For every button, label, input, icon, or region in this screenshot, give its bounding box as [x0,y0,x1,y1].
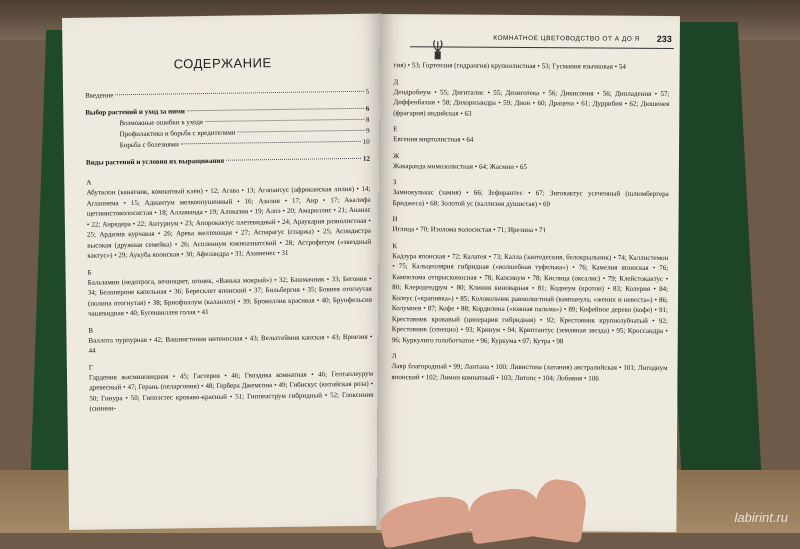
section-letter: В [88,326,94,335]
running-header [410,32,674,49]
section-entries: Лавр благородный • 99; Лантана • 100; Ливистона (латания) австралийская • 101; Лигодиум японский • 102; Лимон комнатный • 103; Литопс • 104; Лобивия • 106 [391,362,668,383]
section-letter: Б [87,268,92,277]
section-letter: Л [391,352,397,361]
right-page [376,14,680,532]
toc-page: 10 [362,137,370,146]
toc-label: Профилактика и борьба с вредителями [119,128,236,139]
section-entries: Жакаранда мимозолистная • 64; Жасмин • 65 [392,161,527,171]
toc-leader [115,91,363,95]
section-letter: Г [88,363,93,372]
section-letter: Е [393,125,398,134]
toc-page: 5 [365,87,370,96]
toc-page: 9 [366,126,370,135]
toc-label: Борьба с болезнями [119,140,179,150]
toc-row [85,87,369,102]
left-sections [86,175,373,414]
section-entries: Бальзамин (недотрога, вечноцвет, огонек, «Ванька мокрый») • 32; Башмачник • 33; Бегония • 34; Белопероне капельная • 36; Бересклет японский • 37; Бильбергия • 35; Бовиея отогнутая (полина отогнутая) • 38; Бриофиллум (каланхоэ) • 39; Бровиллия красивая • 40; Брунфельсия чашевидная • 40; Бугенвиллея голая • 41 [87,274,373,318]
section-entries: Кадзура японская • 72; Калатея • 73; Калла (зантедеския, белокрыльник) • 74; Каллистемон • 75; Кальцеолярия гибридная («волшебная туфелька») • 76; Камелия японская • 76; Кампелома отпрысконосная • 78; Капсикум • 78; Кислица (оксалис) • 79; Клейстокактус • 80; Клеродендрум • 80; Кливия киноварная • 81; Кодиеум (кротон) • 83; Колерия • 84; Колеус («крапивка») • 85; Колокольчик равнолистный (кампанула, «жених и невеста») • 86; Колумнея • 87; Кофе • 88; Кордилина («южная пальма») • 89; Кофейное дерево (кофе) • 91; Крестовник кровавый (цинерария гибридная) • 92; Крестовник крупнозубчатый • 92; Крестовник (сенецио) • 93; Кринум • 94; Криптантус (земляная звезда) • 95; Кроссандра • 96; Куркулиго голоботчатое • 96; Куркума • 97; Кутра • 98 [391,251,669,345]
toc-page: 6 [365,104,370,113]
toc-label: Возможные ошибки в уходе [119,118,204,128]
toc-leader [181,141,361,145]
section-letter: К [392,241,398,250]
section-entries: Валлота пурпурная • 42; Вашингтония нитеносная • 43; Вельтгеймия капская • 43; Вриезия • 44 [88,332,373,355]
section-letter: Д [393,77,399,86]
page-title: СОДЕРЖАНИЕ [173,55,272,72]
toc-label: Введение [85,91,114,100]
right-sections [391,78,669,384]
section-entries: Замиокулькас (замия) • 66; Зефирантес • 67; Зигокактус усеченный (шлюмбергера Бриджеса) • 68; Золотой ус (каллизия душистая) • 69 [392,188,669,208]
section-letter: А [86,178,92,187]
section-letter: З [392,178,397,187]
toc-page: 8 [365,115,370,124]
toc-label: Выбор растений и уход за ними [85,107,185,117]
page-number: 233 [656,33,672,45]
header-title: КОМНАТНОЕ ЦВЕТОВОДСТВО ОТ А ДО Я [493,34,640,43]
section-entries: Иглица • 70; Изолома волосистая • 71; Ирезина • 71 [392,225,547,235]
section-entries: Гардения жасминовидная • 45; Гастерия • 46; Гвоздика комнатная • 46; Гептаплеурум древесный • 47; Герань (пеларгония) • 48; Гербера Джемсона • 49; Гибискус (китайская роза) • 50; Гинура • 50; Гипоэстес кроваво-красный • 51; Гиппеаструм гибридный • 52; Глоксиния (синнин- [88,369,374,413]
toc-leader [238,130,365,133]
left-page [62,14,389,530]
toc-leader [226,158,361,161]
intro-entry: гия) • 53; Гортензия (гидрангия) крупнолистная • 53; Гусмания язычковая • 54 [393,61,626,71]
section-entries: Евгения миртолистная • 64 [393,135,474,144]
plant-icon [432,38,444,60]
toc-row [86,154,370,169]
section-letter: Ж [392,151,400,160]
section-letter: И [392,215,398,224]
watermark: labirint.ru [734,510,788,525]
toc-leader [205,119,364,122]
section-entries: Абутилон (канатник, комнатный клен) • 12; Агава • 13; Агапантус (африканская лилия) • 14; Аглаонема • 15; Адиантум мелкоопушенный • 16; Азалия • 17; Аир • 17; Акалифа щетинистоволосистая • 18; Алламанда • 19; Алоказия • 19; Алоэ • 20; Амариллис • 21; Ананас • 22; Анредера • 22; Антуриум • 23; Апорокактус плетевидный • 24; Араукария разнолистная • 25; Ардизия курчавая • 26; Арека желтеющая • 27; Аспарагус (спаржа) • 25; Аспидистра высокая (дружная семейка) • 26; Аспленнум южноазиатский • 28; Астрофитум («звездный кактус») • 29; Аукуба японская • 30; Афеландра • 31; Ахименес • 31 [86,184,372,260]
toc-page: 12 [362,154,371,163]
toc-list [85,87,370,169]
toc-leader [187,108,364,111]
section-entries: Дендробиум • 55; Дигиталис • 55; Дизиготека • 56; Дикисония • 56; Дипладения • 57; Диффенбахия • 58; Дихоризандра • 59; Дион • 60; Драцена • 61; Дуррибия • 62; Дюшенея (фрагария) индийская • 63 [393,87,670,118]
toc-label: Виды растений и условия их выращивания [85,156,225,167]
